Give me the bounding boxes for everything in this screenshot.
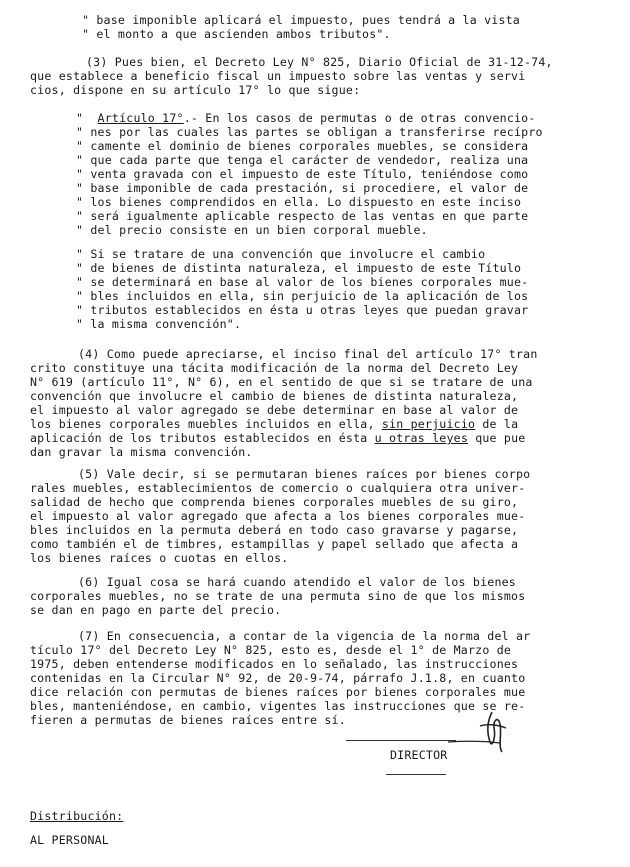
paragraph-4-line: aplicación de los tributos establecidos en ésta u otras leyes que pue (30, 431, 526, 445)
distribution-heading: Distribución: (30, 809, 124, 823)
paragraph-5-line: los bienes raíces o cuotas en ellos. (30, 551, 289, 565)
paragraph-4-line: (4) Como puede apreciarse, el inciso final del artículo 17° tran (78, 347, 538, 361)
paragraph-4-line: N° 619 (artículo 11°, N° 6), en el sentido de que si se tratare de una (30, 375, 533, 389)
paragraph-6-line: se dan en pago en parte del precio. (30, 603, 282, 617)
paragraph-3-line: que establece a beneficio fiscal un impuesto sobre las ventas y servi (30, 69, 526, 83)
paragraph-7-line: tículo 17° del Decreto Ley N° 825, esto es, desde el 1° de Marzo de (30, 643, 512, 657)
article-17-line: " camente el dominio de bienes corporales muebles, se considera (76, 139, 529, 153)
paragraph-6-line: (6) Igual cosa se hará cuando atendido el valor de los bienes (78, 575, 516, 589)
paragraph-5-line: salidad de hecho que comprenda bienes corporales muebles de su giro, (30, 495, 519, 509)
quote-cambio-line: " de bienes de distinta naturaleza, el impuesto de este Título (76, 261, 522, 275)
paragraph-7-line: 1975, deben entenderse modificados en lo señalado, las instrucciones (30, 657, 519, 671)
article-17-line: " base imponible de cada prestación, si procediere, el valor de (76, 181, 529, 195)
paragraph-4-line: el impuesto al valor agregado se debe determinar en base al valor de (30, 403, 519, 417)
paragraph-7-line: fieren a permutas de bienes raíces entre sí. (30, 713, 346, 727)
paragraph-5-line: como también el de timbres, estampillas y papel sellado que afecta a (30, 537, 519, 551)
signature-underline (386, 774, 446, 775)
quote-line: " base imponible aplicará el impuesto, pues tendrá a la vista (82, 13, 520, 27)
paragraph-4-line: convención que involucre el cambio de bienes de distinta naturaleza, (30, 389, 519, 403)
paragraph-7-line: contenidas en la Circular N° 92, de 20-9-74, párrafo J.1.8, en cuanto (30, 671, 526, 685)
article-17-line: " será igualmente aplicable respecto de las ventas en que parte (76, 209, 529, 223)
distribution-recipient: AL PERSONAL (30, 833, 109, 847)
paragraph-5-line: rales muebles, establecimientos de comercio o cualquiera otra univer- (30, 481, 526, 495)
article-17-heading-line: " Artículo 17°.- En los casos de permutas o de otras convencio- (76, 111, 536, 125)
paragraph-7-line: dice relación con permutas de bienes raíces por bienes corporales mue (30, 685, 526, 699)
article-17-line: " los bienes comprendidos en ella. Lo dispuesto en este inciso (76, 195, 522, 209)
article-17-line: " venta gravada con el impuesto de este Título, teniéndose como (76, 167, 529, 181)
paragraph-6-line: corporales muebles, no se trate de una permuta sino de que los mismos (30, 589, 526, 603)
paragraph-5-line: el impuesto al valor agregado que afecta a los bienes corporales mue- (30, 509, 526, 523)
paragraph-7-line: bles, manteniéndose, en cambio, vigentes las instrucciones que se re- (30, 699, 526, 713)
quote-line: " el monto a que ascienden ambos tributos". (82, 27, 391, 41)
quote-cambio-line: " bles incluidos en ella, sin perjuicio de la aplicación de los (76, 289, 529, 303)
underlined-otras-leyes: u otras leyes (374, 431, 468, 445)
paragraph-4-line: dan gravar la misma convención. (30, 445, 253, 459)
paragraph-5-line: (5) Vale decir, si se permutaran bienes raíces por bienes corpo (78, 467, 531, 481)
article-17-title: Artículo 17° (97, 111, 184, 125)
quote-cambio-line: " se determinará en base al valor de los bienes corporales mue- (76, 275, 529, 289)
quote-cambio-line: " Si se tratare de una convención que involucre el cambio (76, 247, 486, 261)
article-17-line: " que cada parte que tenga el carácter de vendedor, realiza una (76, 153, 529, 167)
paragraph-3-line: cios, dispone en su artículo 17° lo que sigue: (30, 83, 361, 97)
article-17-line: " del precio consiste en un bien corporal mueble. (76, 223, 428, 237)
quote-cambio-line: " tributos establecidos en ésta u otras leyes que puedan gravar (76, 303, 529, 317)
paragraph-4-line: los bienes corporales muebles incluidos en ella, sin perjuicio de la (30, 417, 519, 431)
underlined-sin-perjuicio: sin perjuicio (381, 417, 476, 431)
signature-title: DIRECTOR (390, 748, 448, 762)
signature-line (346, 740, 456, 741)
handwritten-signature (440, 708, 520, 758)
paragraph-4-line: crito constituye una tácita modificación de la norma del Decreto Ley (30, 361, 519, 375)
quote-cambio-line: " la misma convención". (76, 317, 242, 331)
paragraph-3-line: (3) Pues bien, el Decreto Ley N° 825, Diario Oficial de 31-12-74, (86, 55, 553, 69)
paragraph-7-line: (7) En consecuencia, a contar de la vigencia de la norma del ar (78, 629, 531, 643)
article-17-line: " nes por las cuales las partes se obligan a transferirse recípro (76, 125, 543, 139)
paragraph-5-line: bles incluidos en la permuta deberá en todo caso gravarse y pagarse, (30, 523, 519, 537)
